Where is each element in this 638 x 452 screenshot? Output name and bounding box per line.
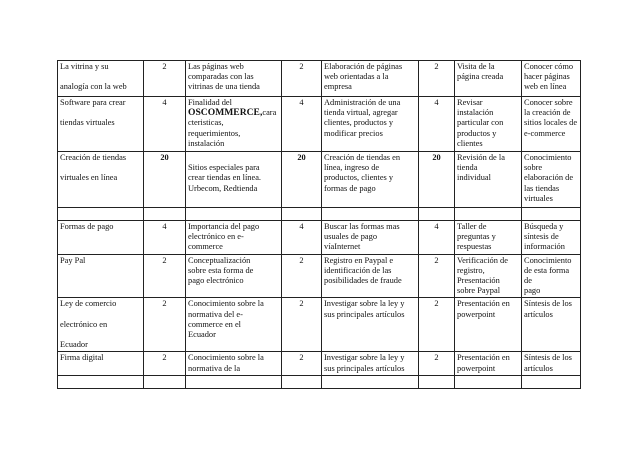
activity-cell-line: formas de pago	[324, 183, 376, 193]
hours-practice-cell: 2	[282, 352, 322, 375]
content-cell-line: commerce	[188, 242, 223, 252]
topic-cell	[58, 254, 144, 298]
activity-cell-line: sus principales artículos	[324, 363, 405, 373]
empty-cell	[144, 208, 186, 221]
outcome-cell-line: pago	[524, 286, 541, 296]
outcome-cell	[522, 152, 581, 208]
empty-cell	[322, 208, 419, 221]
topic-cell-line: Ley de comercio	[60, 299, 117, 309]
activity-cell	[322, 254, 419, 298]
evaluation-cell-line: tienda	[457, 163, 478, 173]
outcome-cell-line: web en línea	[524, 82, 567, 92]
table-row	[58, 298, 581, 352]
outcome-cell-line: Síntesis de los	[524, 353, 572, 363]
outcome-cell	[522, 254, 581, 298]
activity-cell-line: Registro en Paypal e	[324, 255, 394, 265]
content-cell-line: electrónico en e-	[188, 232, 244, 242]
table-row	[58, 61, 581, 97]
topic-cell-line: Formas de pago	[60, 222, 114, 231]
outcome-cell-line: Síntesis de los	[524, 299, 572, 309]
evaluation-cell-line: preguntas y	[457, 232, 496, 242]
evaluation-cell-line: sobre Paypal	[457, 286, 501, 296]
outcome-cell	[522, 221, 581, 255]
topic-cell-line	[60, 108, 141, 118]
outcome-cell-line: la creación de	[524, 108, 571, 118]
outcome-cell	[522, 97, 581, 152]
empty-cell	[419, 375, 455, 388]
hours-theory-cell: 2	[144, 254, 186, 298]
outcome-cell-line: Conocer cómo	[524, 62, 574, 71]
topic-cell-line	[60, 72, 141, 82]
empty-cell	[455, 375, 522, 388]
hours-practice-cell: 20	[282, 152, 322, 208]
evaluation-cell-line: Presentación en	[457, 299, 510, 309]
content-cell-line: Conocimiento sobre la	[188, 299, 264, 309]
content-cell-line: Ecuador	[188, 330, 216, 340]
outcome-cell-line: Búsqueda y	[524, 222, 564, 231]
outcome-cell	[522, 298, 581, 352]
evaluation-cell-line: Verificación de	[457, 255, 508, 265]
topic-cell-line	[60, 330, 141, 340]
hours-autonomous-cell: 4	[419, 221, 455, 255]
empty-cell	[58, 375, 144, 388]
empty-cell	[522, 375, 581, 388]
outcome-cell-line: de esta forma de	[524, 265, 570, 286]
evaluation-cell-line: powerpoint	[457, 309, 496, 319]
evaluation-cell	[455, 97, 522, 152]
evaluation-cell-line: individual	[457, 173, 491, 183]
content-cell-line: pago electrónico	[188, 276, 244, 286]
content-cell-line: Conocimiento sobre la	[188, 353, 264, 363]
activity-cell-line: identificación de las	[324, 265, 392, 275]
activity-cell-line: productos, clientes y	[324, 173, 394, 183]
hours-practice-cell: 2	[282, 298, 322, 352]
activity-cell-line: Administración de una	[324, 98, 401, 107]
content-cell-line: vitrinas de una tienda	[188, 82, 260, 92]
topic-cell-line: Ecuador	[60, 340, 88, 350]
empty-cell	[282, 375, 322, 388]
evaluation-cell-line: registro,	[457, 265, 485, 275]
content-cell	[186, 152, 282, 208]
table-body	[58, 61, 581, 389]
evaluation-cell	[455, 152, 522, 208]
empty-cell	[522, 208, 581, 221]
activity-cell	[322, 298, 419, 352]
activity-cell-line: tienda virtual, agregar	[324, 108, 398, 118]
topic-cell-line	[60, 310, 141, 320]
activity-cell-line: usuales de pago	[324, 232, 378, 242]
hours-theory-cell: 4	[144, 221, 186, 255]
evaluation-cell-line: particular con	[457, 118, 504, 128]
evaluation-cell-line: página creada	[457, 72, 504, 82]
evaluation-cell-line: Taller de	[457, 222, 487, 231]
table-row	[58, 254, 581, 298]
evaluation-cell-line: Revisar	[457, 98, 483, 107]
evaluation-cell	[455, 61, 522, 97]
content-cell-line: Importancia del pago	[188, 222, 260, 231]
content-line: instalación	[188, 138, 225, 148]
empty-cell	[186, 208, 282, 221]
topic-cell	[58, 152, 144, 208]
outcome-cell-line: sitios locales de	[524, 118, 578, 128]
topic-cell-line: Firma digital	[60, 353, 104, 363]
evaluation-cell-line: Revisión de la	[457, 153, 505, 162]
outcome-cell-line: artículos	[524, 363, 553, 373]
hours-theory-cell: 20	[144, 152, 186, 208]
evaluation-cell-line: Visita de la	[457, 62, 495, 71]
outcome-cell-line: e-commerce	[524, 128, 566, 138]
hours-theory-cell: 4	[144, 97, 186, 152]
hours-theory-cell: 2	[144, 61, 186, 97]
activity-cell-line: empresa	[324, 82, 352, 92]
content-cell-line: Conceptualización	[188, 255, 251, 265]
evaluation-cell-line: Presentación en	[457, 353, 510, 363]
activity-cell-line: Elaboración de páginas	[324, 62, 403, 71]
activity-cell-line: posibilidades de fraude	[324, 276, 402, 286]
evaluation-cell-line: clientes	[457, 138, 483, 148]
hours-practice-cell: 2	[282, 61, 322, 97]
outcome-cell-line: hacer páginas	[524, 72, 570, 82]
topic-cell	[58, 298, 144, 352]
topic-cell-line: Software para crear	[60, 98, 126, 107]
topic-cell-line: virtuales en línea	[60, 173, 118, 183]
content-cell	[186, 352, 282, 375]
hours-autonomous-cell: 2	[419, 298, 455, 352]
hours-theory-cell: 2	[144, 352, 186, 375]
topic-cell-line: analogía con la web	[60, 82, 127, 92]
oscommerce-label: OSCOMMERCE,	[188, 107, 263, 119]
activity-cell	[322, 97, 419, 152]
content-cell-line: crear tiendas en línea.	[188, 173, 262, 183]
topic-cell-line: Pay Pal	[60, 255, 86, 265]
evaluation-cell-line: instalación	[457, 108, 494, 118]
activity-cell-line: víaInternet	[324, 242, 361, 252]
content-cell-line: Sitios especiales para	[188, 163, 260, 173]
topic-cell	[58, 221, 144, 255]
outcome-cell-line: información	[524, 242, 565, 252]
activity-cell-line: Buscar las formas mas	[324, 222, 400, 231]
hours-autonomous-cell: 2	[419, 352, 455, 375]
hours-autonomous-cell: 4	[419, 97, 455, 152]
activity-cell	[322, 352, 419, 375]
outcome-cell-line: Conocer sobre	[524, 98, 573, 107]
content-cell	[186, 221, 282, 255]
hours-autonomous-cell: 2	[419, 254, 455, 298]
activity-cell-line: web orientadas a la	[324, 72, 389, 82]
outcome-cell-line: Conocimiento	[524, 255, 572, 265]
activity-cell-line: modificar precios	[324, 128, 383, 138]
table-row	[58, 221, 581, 255]
outcome-cell-line: artículos	[524, 309, 553, 319]
activity-cell	[322, 61, 419, 97]
activity-cell-line: línea, ingreso de	[324, 163, 380, 173]
outcome-cell	[522, 352, 581, 375]
activity-cell-line: sus principales artículos	[324, 309, 405, 319]
evaluation-cell	[455, 298, 522, 352]
course-plan-table	[57, 60, 581, 389]
topic-cell	[58, 352, 144, 375]
hours-autonomous-cell: 20	[419, 152, 455, 208]
content-cell	[186, 97, 282, 152]
spacer-row	[58, 375, 581, 388]
empty-cell	[322, 375, 419, 388]
table-row	[58, 152, 581, 208]
evaluation-cell	[455, 221, 522, 255]
content-cell-line: normativa de la	[188, 363, 241, 373]
content-line: Finalidad del	[188, 98, 232, 107]
topic-cell-line: electrónico en	[60, 319, 108, 329]
evaluation-cell-line: Presentación	[457, 276, 500, 286]
content-cell-line: sobre esta forma de	[188, 265, 254, 275]
activity-cell-line: clientes, productos y	[324, 118, 394, 128]
hours-practice-cell: 2	[282, 254, 322, 298]
table-row	[58, 97, 581, 152]
evaluation-cell-line: productos y	[457, 128, 497, 138]
topic-cell	[58, 97, 144, 152]
outcome-cell-line: virtuales	[524, 193, 553, 203]
content-cell-line: comparadas con las	[188, 72, 254, 82]
empty-cell	[282, 208, 322, 221]
empty-cell	[419, 208, 455, 221]
content-cell	[186, 298, 282, 352]
outcome-cell-line: las tiendas	[524, 183, 560, 193]
content-cell-line	[188, 153, 279, 163]
activity-cell-line: Investigar sobre la ley y	[324, 353, 405, 363]
content-cell	[186, 254, 282, 298]
content-cell-line: Las páginas web	[188, 62, 244, 71]
evaluation-cell-line: respuestas	[457, 242, 492, 252]
evaluation-cell-line: powerpoint	[457, 363, 496, 373]
topic-cell	[58, 61, 144, 97]
topic-cell-line	[60, 163, 141, 173]
activity-cell-line: Creación de tiendas en	[324, 153, 401, 162]
content-line: requerimientos,	[188, 128, 241, 138]
evaluation-cell	[455, 254, 522, 298]
empty-cell	[144, 375, 186, 388]
topic-cell-line: Creación de tiendas	[60, 153, 127, 162]
activity-cell	[322, 152, 419, 208]
content-line: cara	[262, 108, 277, 118]
activity-cell-line: Investigar sobre la ley y	[324, 299, 405, 309]
outcome-cell-line: elaboración de	[524, 173, 574, 183]
hours-practice-cell: 4	[282, 221, 322, 255]
outcome-cell-line: síntesis de	[524, 232, 559, 242]
topic-cell-line: La vitrina y su	[60, 62, 109, 71]
table-row	[58, 352, 581, 375]
content-cell	[186, 61, 282, 97]
hours-practice-cell: 4	[282, 97, 322, 152]
hours-autonomous-cell: 2	[419, 61, 455, 97]
content-cell-line: normativa del e-	[188, 309, 243, 319]
empty-cell	[186, 375, 282, 388]
outcome-cell-line: sobre	[524, 163, 543, 173]
outcome-cell	[522, 61, 581, 97]
spacer-row	[58, 208, 581, 221]
content-cell-line: Urbecom, Redtienda	[188, 183, 258, 193]
outcome-cell-line: Conocimiento	[524, 153, 572, 162]
activity-cell	[322, 221, 419, 255]
evaluation-cell	[455, 352, 522, 375]
content-line: cteristicas,	[188, 118, 224, 128]
empty-cell	[455, 208, 522, 221]
hours-theory-cell: 2	[144, 298, 186, 352]
topic-cell-line: tiendas virtuales	[60, 118, 115, 128]
empty-cell	[58, 208, 144, 221]
content-cell-line: commerce en el	[188, 319, 242, 329]
